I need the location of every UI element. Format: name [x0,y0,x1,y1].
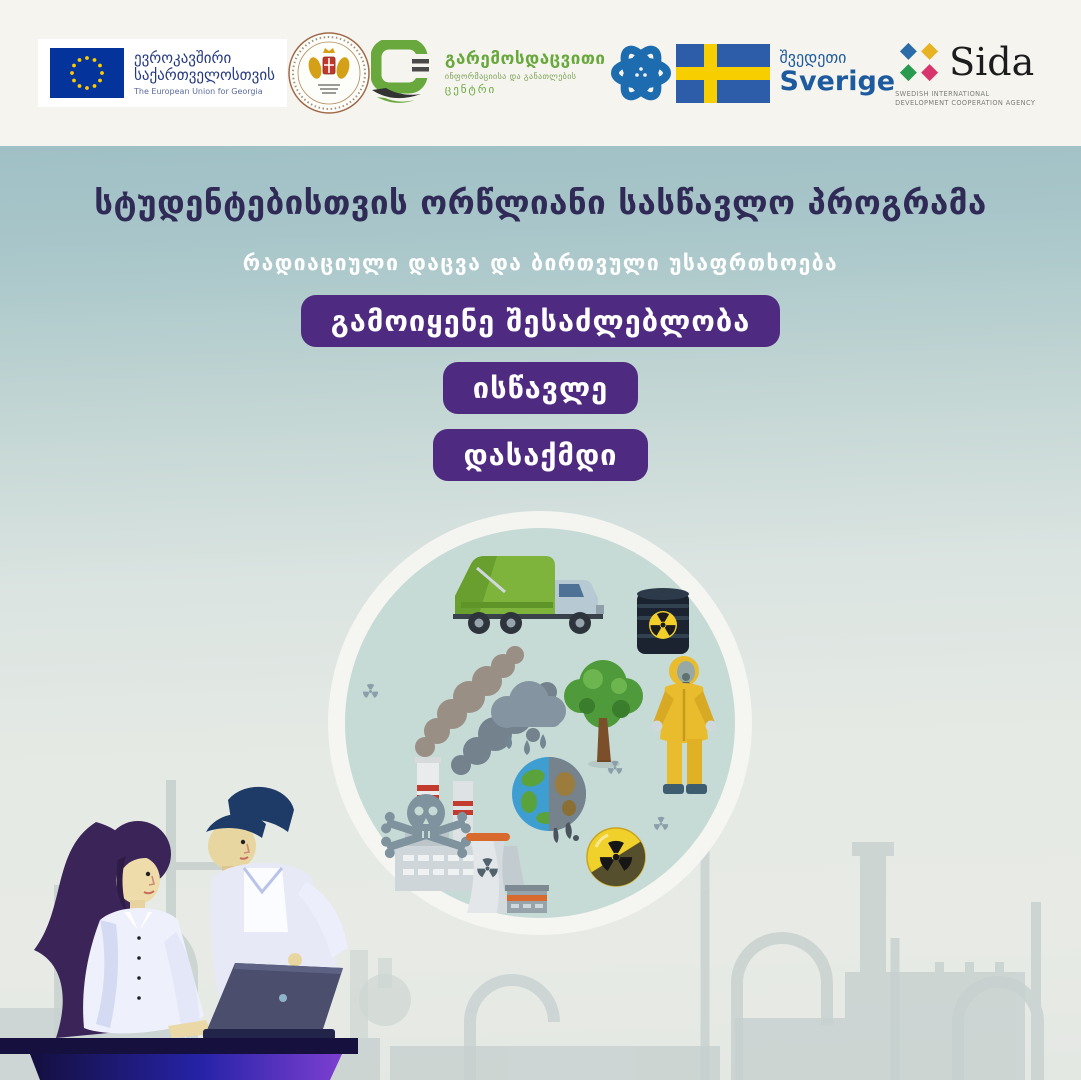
page-title: სტუდენტებისთვის ორწლიანი სასწავლო პროგრამა [94,183,987,222]
student-woman [34,821,212,1038]
eu-flag-icon [50,48,124,98]
env-center-sub2: ცენტრი [444,83,497,97]
badge-get-employed: დასაქმდი [433,429,647,481]
page-subtitle: რადიაციული დაცვა და ბირთვული უსაფრთხოება [242,251,839,275]
garbage-truck-icon [453,556,604,634]
eu-label-line1: ევროკავშირი [134,48,232,67]
sida-caption: SWEDISH INTERNATIONAL DEVELOPMENT COOPERATION AGENCY [895,89,1036,107]
tree-icon [564,660,643,768]
radiation-trefoil-icon [653,817,669,831]
radioactive-barrel-icon [637,588,689,654]
sida-pinwheel-icon [895,38,943,86]
eu-caption: The European Union for Georgia [134,87,263,97]
desk [0,1038,358,1080]
sweden-label-latin: Sverige [779,65,896,97]
sida-logo [895,38,1043,108]
env-center-sub: ინფორმაციისა და განათლების [444,71,577,81]
georgia-seal-logo [287,31,371,115]
badge-learn: ისწავლე [443,362,639,414]
radiation-trefoil-icon [362,684,379,699]
eu-logo [38,39,287,107]
env-center-logo-icon [371,40,435,106]
radiation-warning-sign-icon [587,828,656,897]
eu-label-line2: საქართველოსთვის [134,65,275,84]
badge-opportunity: გამოიყენე შესაძლებლობა [301,295,781,347]
nuclear-agency-logo [606,35,676,111]
sweden-flag-icon [676,44,770,103]
env-center-logo [371,40,606,106]
badge-stack [0,295,1081,481]
students-at-laptop-illustration [0,780,430,1080]
env-center-title: გარემოსდაცვითი [444,49,606,70]
logo-header [0,0,1081,146]
sida-name: Sida [949,39,1035,84]
hazmat-worker-icon [652,656,717,794]
atom-icon [606,35,676,111]
georgia-coat-of-arms-icon [287,31,371,115]
polluted-earth-icon [512,757,586,843]
sweden-logo [676,44,896,103]
sweden-label-georgian: შვედეთი [779,48,847,68]
